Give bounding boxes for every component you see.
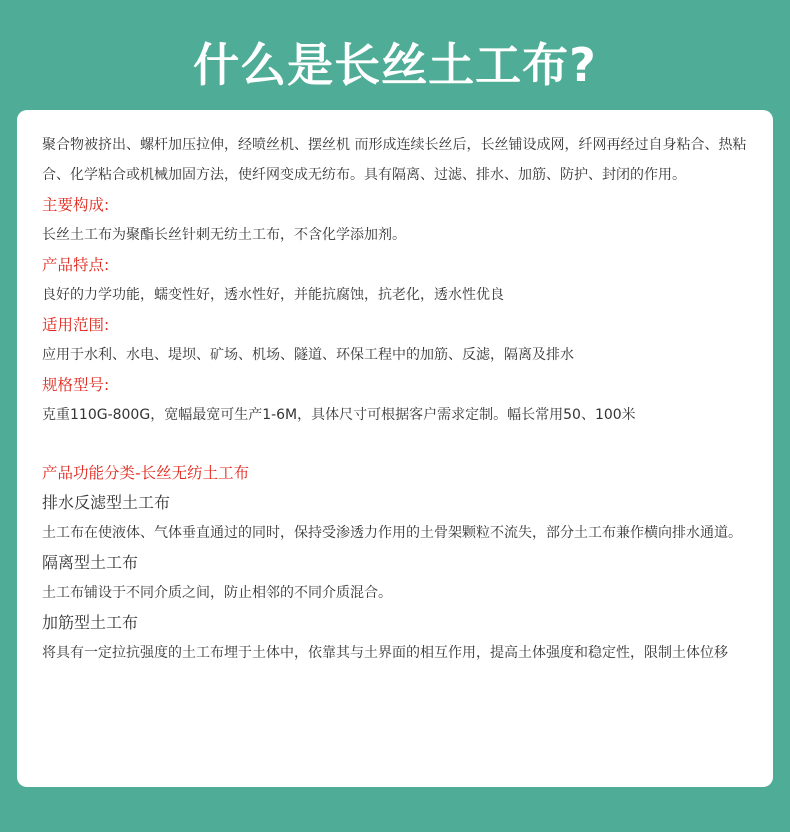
type-text: 将具有一定拉抗强度的土工布埋于土体中，依靠其与土界面的相互作用，提高土体强度和稳定性，限制土体位移 (42, 645, 728, 661)
section-text: 良好的力学功能，蠕变性好，透水性好，并能抗腐蚀，抗老化，透水性优良 (42, 287, 504, 303)
section-heading: 产品特点: (42, 256, 110, 274)
spacer (42, 430, 749, 454)
section-text: 长丝土工布为聚酯长丝针刺无纺土工布，不含化学添加剂。 (42, 227, 406, 243)
section-heading: 适用范围: (42, 316, 110, 334)
type-name: 加筋型土工布 (42, 613, 139, 632)
section-heading: 主要构成: (42, 196, 110, 214)
page-title: 什么是长丝土工布? (193, 38, 597, 92)
classification-heading: 产品功能分类-长丝无纺土工布 (42, 464, 250, 482)
intro-paragraph: 聚合物被挤出、螺杆加压拉伸，经喷丝机、摆丝机 而形成连续长丝后，长丝铺设成网，纤网再经过自身粘合、热粘合、化学粘合或机械加固方法，使纤网变成无纺布。具有隔离、过滤、排水、加筋、防护、封闭的作用。 (42, 137, 747, 183)
type-text: 土工布在使液体、气体垂直通过的同时，保持受渗透力作用的土骨架颗粒不流失，部分土工布兼作横向排水通道。 (42, 525, 742, 541)
section-text: 应用于水利、水电、堤坝、矿场、机场、隧道、环保工程中的加筋、反滤，隔离及排水 (42, 347, 574, 363)
content-card (17, 110, 773, 787)
section-text: 克重110G-800G，宽幅最宽可生产1-6M，具体尺寸可根据客户需求定制。幅长常用50、100米 (42, 407, 636, 423)
type-name: 排水反滤型土工布 (42, 493, 171, 512)
type-name: 隔离型土工布 (42, 553, 139, 572)
type-text: 土工布铺设于不同介质之间，防止相邻的不同介质混合。 (42, 585, 392, 601)
section-heading: 规格型号: (42, 376, 110, 394)
